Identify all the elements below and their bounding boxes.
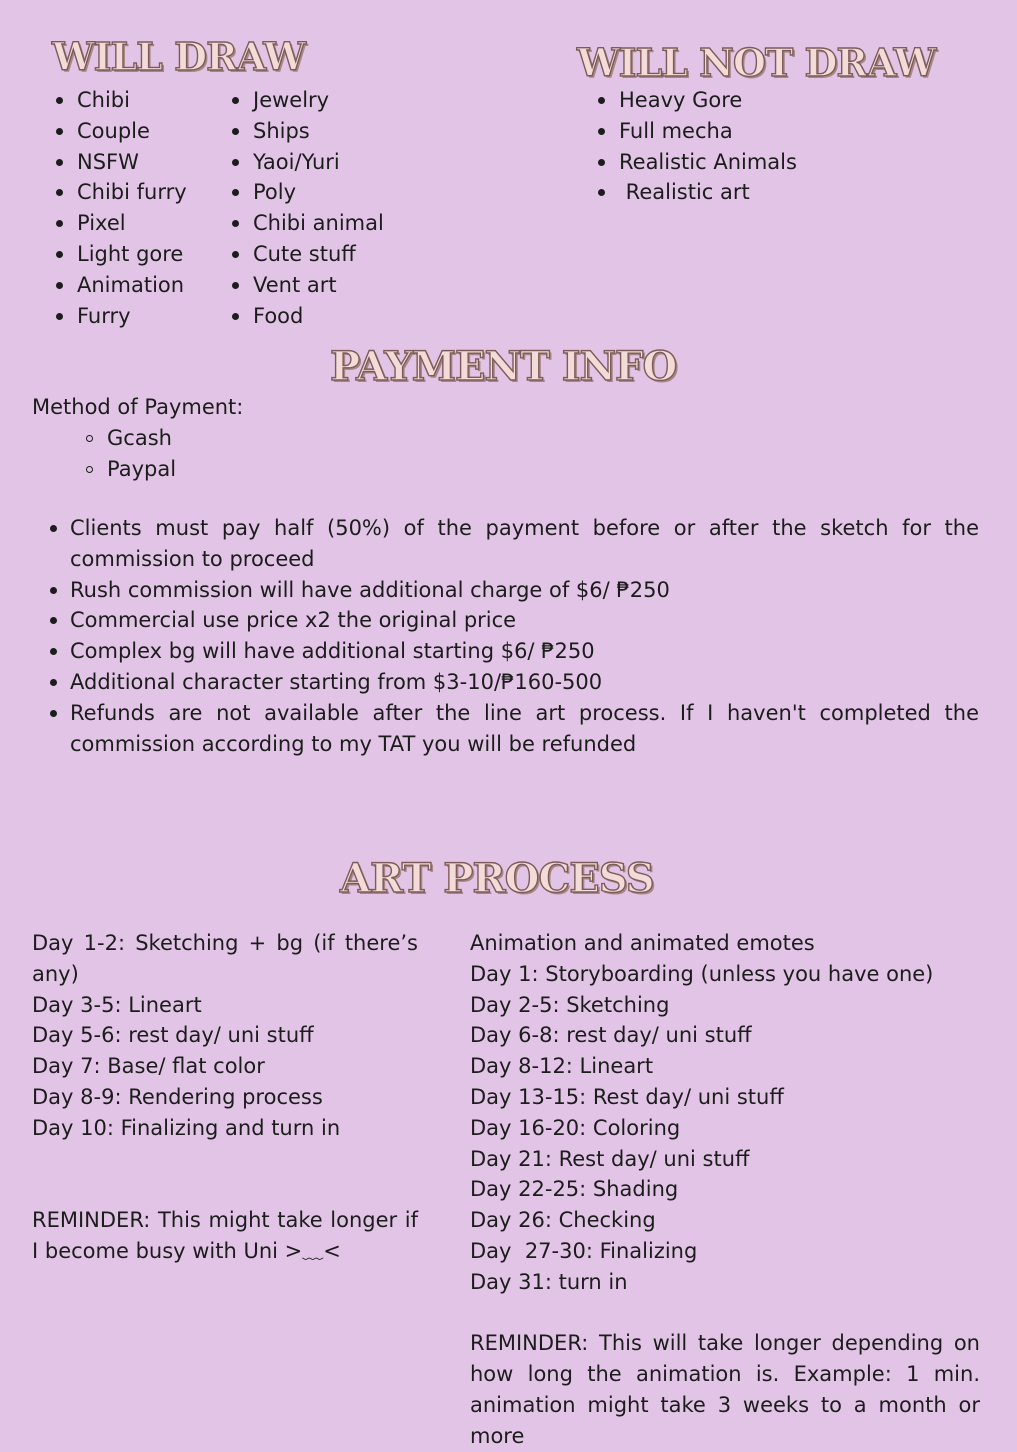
process-step: Day 31: turn in [470,1269,628,1294]
payment-rules-list [46,513,979,759]
process-step: Day 3-5: Lineart [32,992,202,1017]
will-draw-list-1 [53,85,187,331]
rule-item: Additional character starting from $3-10/₱160-500 [46,667,979,698]
list-item: Cute stuff [229,239,384,270]
list-item: Realistic Animals [595,147,797,178]
payment-method-label: Method of Payment: [32,395,244,419]
will-draw-heading: WILL DRAW [52,34,305,79]
animation-reminder: REMINDER: This will take longer depending on how long the animation is. Example: 1 min. animation might take 3 weeks to a month or more [470,1331,980,1448]
list-item: Chibi furry [53,177,187,208]
process-step: Day 8-9: Rendering process [32,1084,323,1109]
animation-heading: Animation and animated emotes [470,931,815,955]
will-not-draw-heading: WILL NOT DRAW [577,40,936,85]
list-item: Couple [53,116,187,147]
will-not-draw-list [595,85,797,208]
process-step: Day 1-2: Sketching + bg (if there’s any) [32,931,418,986]
process-step: Day 7: Base/ flat color [32,1054,265,1079]
list-item: Full mecha [595,116,797,147]
standard-process-column [32,928,418,1267]
list-item: Light gore [53,239,187,270]
list-item: Realistic art [595,177,797,208]
will-draw-list-2 [229,85,384,331]
rule-item: Rush commission will have additional charge of $6/ ₱250 [46,575,979,606]
rule-item: Clients must pay half (50%) of the payment before or after the sketch for the commission to proceed [46,513,979,575]
list-item: Animation [53,270,187,301]
process-step: Day 6-8: rest day/ uni stuff [470,1023,752,1048]
list-item: Furry [53,301,187,332]
process-step: Day 8-12: Lineart [470,1054,654,1079]
payment-method-gcash: Gcash [84,423,176,454]
list-item: Chibi [53,85,187,116]
process-step: Day 16-20: Coloring [470,1115,681,1140]
rule-item: Commercial use price x2 the original price [46,605,979,636]
list-item: NSFW [53,147,187,178]
standard-reminder: REMINDER: This might take longer if I become busy with Uni >﹏< [32,1208,418,1263]
process-step: Day 21: Rest day/ uni stuff [470,1146,750,1171]
list-item: Jewelry [229,85,384,116]
list-item: Food [229,301,384,332]
list-item: Yaoi/Yuri [229,147,384,178]
art-process-heading: ART PROCESS [340,855,654,902]
process-step: Day 1: Storyboarding (unless you have one) [470,961,934,986]
list-item: Ships [229,116,384,147]
list-item: Poly [229,177,384,208]
payment-methods-list [84,423,176,485]
process-step: Day 27-30: Finalizing [470,1238,698,1263]
process-step: Day 13-15: Rest day/ uni stuff [470,1084,784,1109]
list-item: Vent art [229,270,384,301]
process-step: Day 2-5: Sketching [470,992,670,1017]
process-step: Day 26: Checking [470,1208,656,1233]
payment-method-paypal: Paypal [84,454,176,485]
animation-process-column [470,928,980,1452]
process-step: Day 10: Finalizing and turn in [32,1115,341,1140]
process-step: Day 5-6: rest day/ uni stuff [32,1023,314,1048]
list-item: Heavy Gore [595,85,797,116]
process-step: Day 22-25: Shading [470,1177,679,1202]
list-item: Chibi animal [229,208,384,239]
rule-item: Refunds are not available after the line art process. If I haven't completed the commission according to my TAT you will be refunded [46,698,979,760]
payment-info-heading: PAYMENT INFO [330,343,677,390]
rule-item: Complex bg will have additional starting $6/ ₱250 [46,636,979,667]
list-item: Pixel [53,208,187,239]
